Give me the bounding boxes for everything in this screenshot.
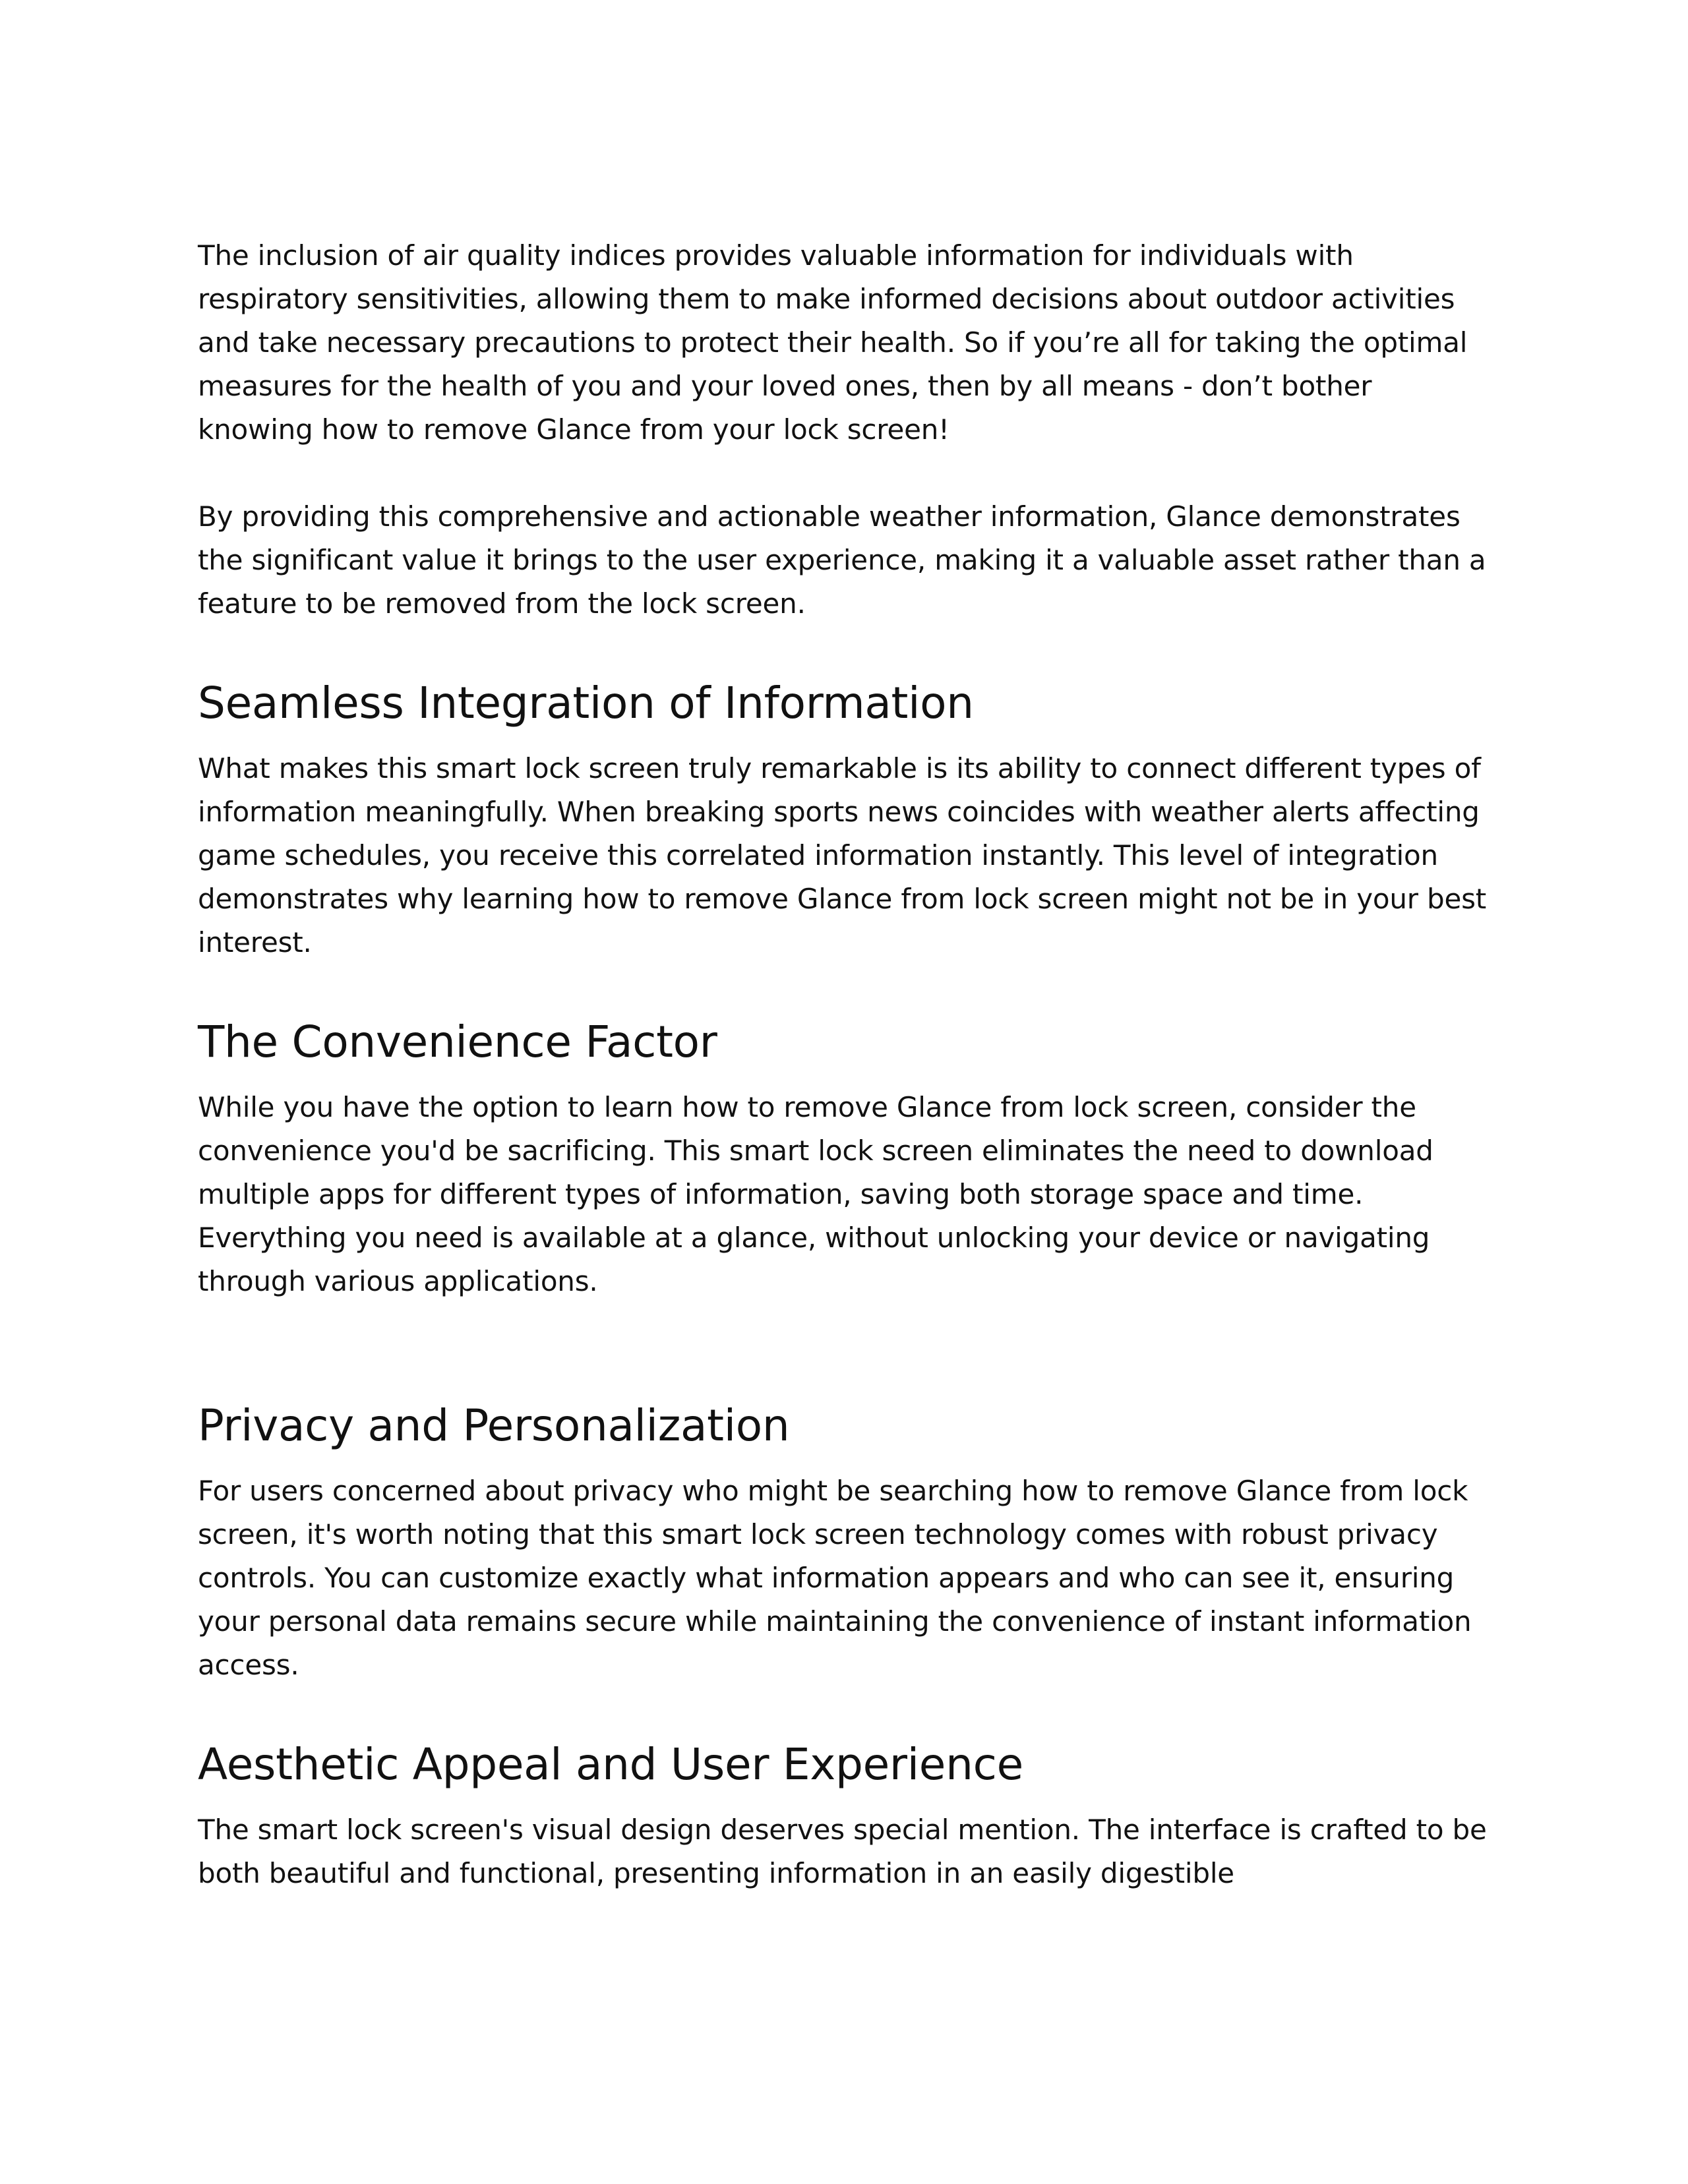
paragraph-weather-value: By providing this comprehensive and actionable weather information, Glance demonstrates the significant value it brings to the user experience, making it a valuable asset rather than a feature to be removed from the lock screen.	[198, 500, 1486, 620]
heading-privacy-personalization: Privacy and Personalization	[198, 1400, 790, 1451]
paragraph-seamless-integration: What makes this smart lock screen truly remarkable is its ability to connect different types of information meaningfully. When breaking sports news coincides with weather alerts affecting game schedules, you receive this correlated information instantly. This level of integration demonstrates why learning how to remove Glance from lock screen might not be in your best interest.	[198, 752, 1487, 959]
heading-convenience-factor: The Convenience Factor	[198, 1017, 717, 1067]
paragraph-air-quality: The inclusion of air quality indices provides valuable information for individuals with respiratory sensitivities, allowing them to make informed decisions about outdoor activities and take necessary precautions to protect their health. So if you’re all for taking the optimal measures for the health of you and your loved ones, then by all means - don’t bother knowing how to remove Glance from your lock screen!	[198, 239, 1468, 446]
heading-aesthetic-appeal: Aesthetic Appeal and User Experience	[198, 1739, 1023, 1790]
paragraph-convenience-factor: While you have the option to learn how to remove Glance from lock screen, consider the convenience you'd be sacrificing. This smart lock screen eliminates the need to download multiple apps for different types of information, saving both storage space and time. Everything you need is available at a glance, without unlocking your device or navigating through various applications.	[198, 1091, 1433, 1297]
document-page	[198, 234, 1490, 1895]
paragraph-aesthetic-appeal: The smart lock screen's visual design deserves special mention. The interface is crafted to be both beautiful and functional, presenting information in an easily digestible	[198, 1814, 1487, 1889]
heading-seamless-integration: Seamless Integration of Information	[198, 678, 974, 728]
paragraph-privacy-personalization: For users concerned about privacy who might be searching how to remove Glance from lock screen, it's worth noting that this smart lock screen technology comes with robust privacy controls. You can customize exactly what information appears and who can see it, ensuring your personal data remains secure while maintaining the convenience of instant information access.	[198, 1475, 1472, 1681]
